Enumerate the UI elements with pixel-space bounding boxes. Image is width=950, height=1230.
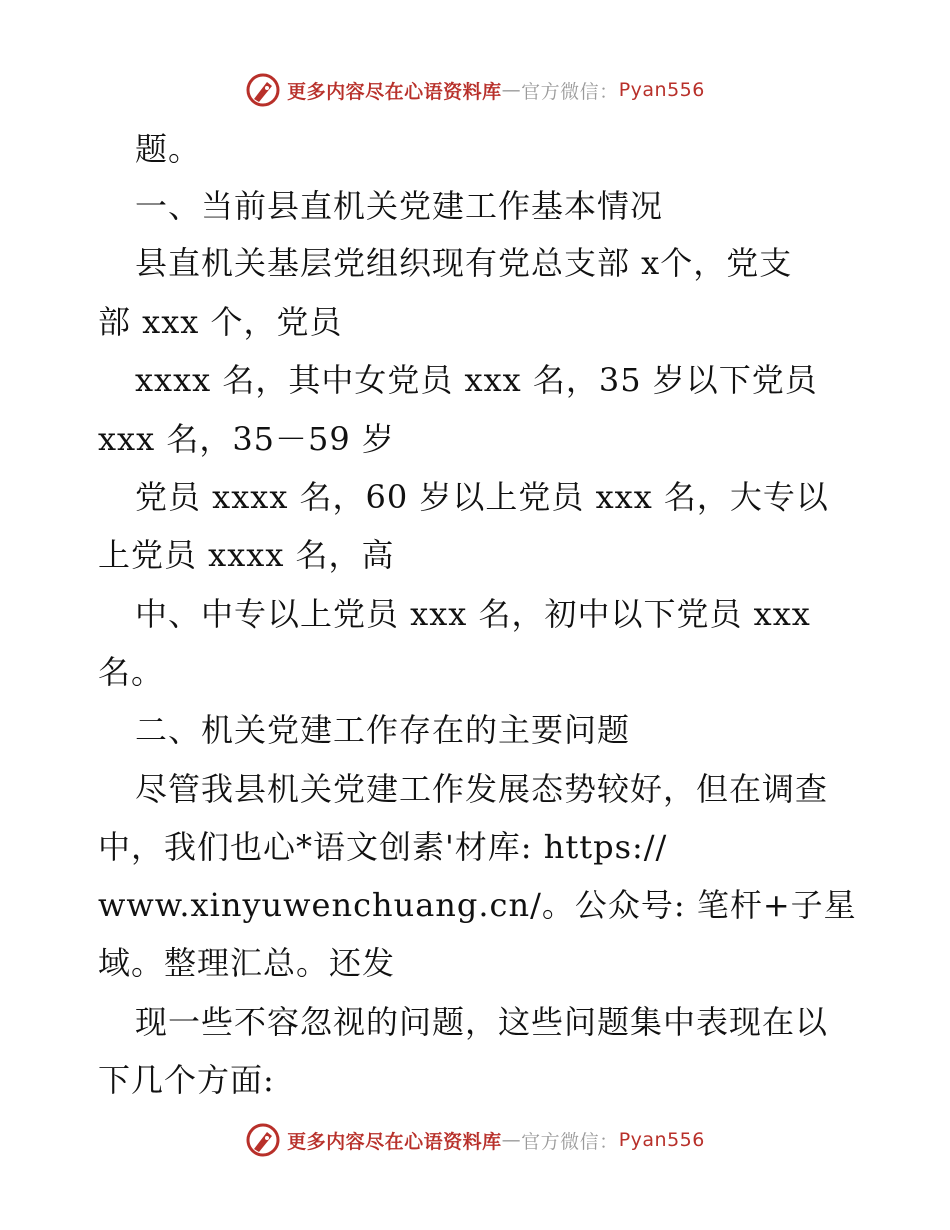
banner-separator: — (501, 79, 522, 101)
text-line: 县直机关基层党组织现有党总支部 x个，党支 (135, 244, 793, 282)
pen-nib-circle-icon (245, 72, 281, 108)
text-line: 党员 xxxx 名，60 岁以上党员 xxx 名，大专以 (135, 478, 829, 516)
banner-separator: — (501, 1129, 522, 1151)
text-line: 部 xxx 个，党员 (98, 303, 343, 341)
section-heading-2: 二、机关党建工作存在的主要问题 (135, 711, 631, 749)
text-line: 域。整理汇总。还发 (98, 944, 396, 982)
text-line: 中、中专以上党员 xxx 名，初中以下党员 xxx (135, 595, 811, 633)
banner-wechat-id: Pyan556 (618, 1129, 705, 1151)
text-line: xxx 名，35－59 岁 (98, 420, 395, 458)
text-line: 现一些不容忽视的问题，这些问题集中表现在以 (135, 1003, 829, 1041)
text-line: 名。 (98, 653, 165, 691)
section-heading-1: 一、当前县直机关党建工作基本情况 (135, 187, 664, 225)
text-line: 下几个方面: (98, 1061, 275, 1099)
banner-main-text: 更多内容尽在心语资料库 (287, 1130, 502, 1153)
text-line: 题。 (135, 130, 202, 168)
text-line: 上党员 xxxx 名，高 (98, 536, 395, 574)
text-line: www.xinyuwenchuang.cn/。公众号: 笔杆+子星 (98, 886, 857, 924)
footer-banner (0, 1120, 950, 1160)
text-line: 尽管我县机关党建工作发展态势较好，但在调查 (135, 770, 829, 808)
banner-wechat-id: Pyan556 (618, 79, 705, 101)
pen-nib-circle-icon (245, 1122, 281, 1158)
text-line: 中，我们也心*语文创素'材库: https:// (98, 828, 668, 866)
banner-suffix-text: 官方微信： (521, 1130, 619, 1153)
header-banner (0, 70, 950, 110)
banner-suffix-text: 官方微信： (521, 80, 619, 103)
text-line: xxxx 名，其中女党员 xxx 名，35 岁以下党员 (135, 361, 818, 399)
banner-main-text: 更多内容尽在心语资料库 (287, 80, 502, 103)
